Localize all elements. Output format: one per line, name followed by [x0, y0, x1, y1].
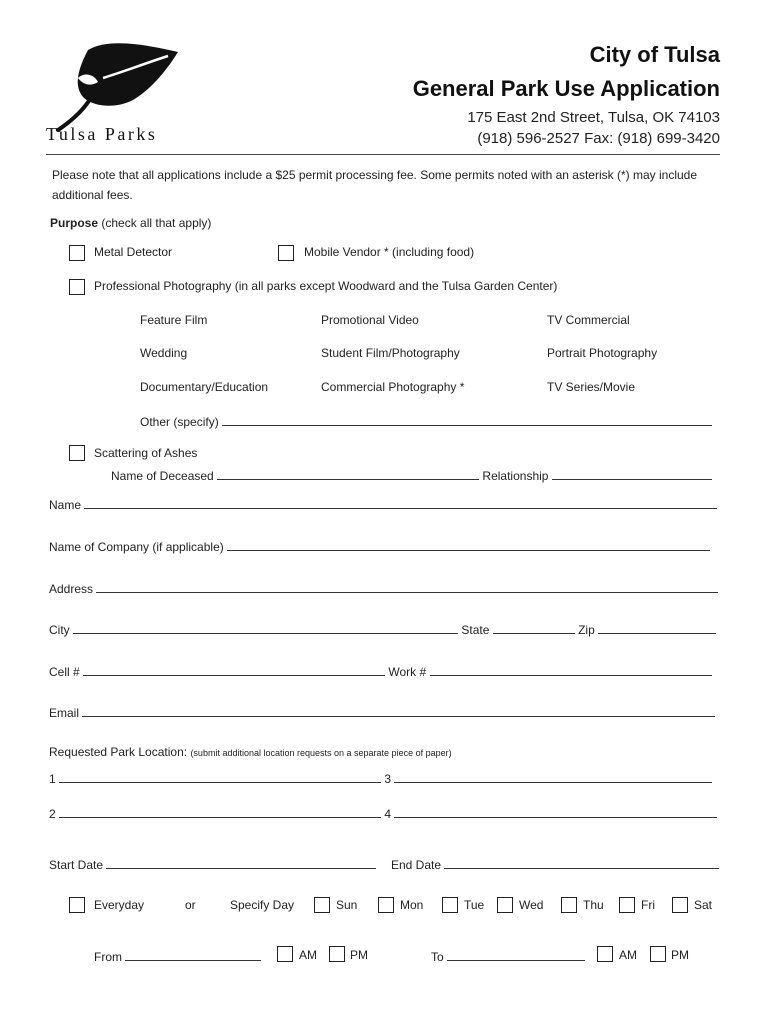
- location-1-field[interactable]: [59, 770, 381, 783]
- thu-checkbox[interactable]: [561, 897, 577, 913]
- other-specify-label: Other (specify): [140, 415, 219, 429]
- mon-label: Mon: [400, 898, 424, 912]
- city-row: [49, 621, 716, 637]
- to-row: [431, 948, 585, 964]
- end-date-field[interactable]: [444, 856, 719, 869]
- photo-type-commercial: Commercial Photography *: [321, 380, 465, 394]
- email-row: [49, 704, 715, 720]
- cell-label: Cell #: [49, 665, 80, 679]
- start-date-field[interactable]: [106, 856, 376, 869]
- state-label: State: [461, 623, 490, 637]
- location-hint: (submit additional location requests on a separate piece of paper): [190, 748, 452, 758]
- name-field[interactable]: [84, 496, 717, 509]
- end-date-label: End Date: [391, 858, 442, 872]
- photo-type-portrait: Portrait Photography: [547, 346, 658, 360]
- address-field[interactable]: [96, 580, 718, 593]
- cell-field[interactable]: [83, 663, 385, 676]
- photography-checkbox[interactable]: [69, 279, 85, 295]
- deceased-row: [111, 467, 712, 483]
- photo-type-promotional-video: Promotional Video: [321, 313, 419, 327]
- from-label: From: [94, 950, 122, 964]
- city-title: City of Tulsa: [589, 42, 720, 67]
- tue-label: Tue: [464, 898, 485, 912]
- everyday-label: Everyday: [94, 898, 145, 912]
- specify-day-label: Specify Day: [230, 898, 295, 912]
- location-3-field[interactable]: [394, 770, 712, 783]
- metal-detector-label: Metal Detector: [94, 245, 173, 259]
- address-row: [49, 580, 718, 596]
- to-am-checkbox[interactable]: [597, 946, 613, 962]
- sun-label: Sun: [336, 898, 358, 912]
- from-pm-label: PM: [350, 948, 368, 962]
- to-pm-label: PM: [671, 948, 689, 962]
- work-field[interactable]: [430, 663, 712, 676]
- from-am-label: AM: [299, 948, 317, 962]
- location-3-label: 3: [384, 772, 392, 786]
- form-title: General Park Use Application: [412, 76, 720, 101]
- name-row: [49, 496, 717, 512]
- state-field[interactable]: [493, 621, 575, 634]
- location-4-field[interactable]: [394, 805, 717, 818]
- sun-checkbox[interactable]: [314, 897, 330, 913]
- street-address: 175 East 2nd Street, Tulsa, OK 74103: [467, 109, 720, 126]
- location-row-2: [49, 805, 717, 821]
- sat-checkbox[interactable]: [672, 897, 688, 913]
- logo-text: Tulsa Parks: [46, 124, 158, 144]
- to-label: To: [431, 950, 444, 964]
- location-heading: [49, 745, 452, 759]
- photo-type-wedding: Wedding: [140, 346, 188, 360]
- photo-type-student-film: Student Film/Photography: [321, 346, 460, 360]
- everyday-checkbox[interactable]: [69, 897, 85, 913]
- address-label: Address: [49, 582, 94, 596]
- end-date-row: [391, 856, 719, 872]
- mobile-vendor-checkbox[interactable]: [278, 245, 294, 261]
- purpose-hint: (check all that apply): [101, 216, 212, 230]
- from-row: [94, 948, 261, 964]
- other-specify-row: [140, 413, 712, 429]
- location-2-label: 2: [49, 807, 56, 821]
- fee-note: Please note that all applications include a $25 permit processing fee. Some permits noted with an asterisk (*) may include additional fees.: [52, 168, 698, 202]
- to-time-field[interactable]: [447, 948, 585, 961]
- header-divider: [46, 154, 720, 155]
- phone-row: [49, 663, 712, 679]
- photo-type-feature-film: Feature Film: [140, 313, 208, 327]
- name-label: Name: [49, 498, 82, 512]
- fri-checkbox[interactable]: [619, 897, 635, 913]
- photo-type-tv-series: TV Series/Movie: [547, 380, 636, 394]
- city-field[interactable]: [73, 621, 458, 634]
- metal-detector-checkbox[interactable]: [69, 245, 85, 261]
- wed-label: Wed: [519, 898, 544, 912]
- zip-label: Zip: [578, 623, 595, 637]
- from-pm-checkbox[interactable]: [329, 946, 345, 962]
- relationship-label: Relationship: [482, 469, 549, 483]
- start-date-row: [49, 856, 376, 872]
- tue-checkbox[interactable]: [442, 897, 458, 913]
- location-label: Requested Park Location:: [49, 745, 188, 759]
- company-label: Name of Company (if applicable): [49, 540, 224, 554]
- photography-label: Professional Photography (in all parks except Woodward and the Tulsa Garden Center): [94, 279, 558, 293]
- city-label: City: [49, 623, 70, 637]
- company-row: [49, 538, 710, 554]
- mobile-vendor-label: Mobile Vendor * (including food): [304, 245, 475, 259]
- company-field[interactable]: [227, 538, 710, 551]
- phone-fax: (918) 596-2527 Fax: (918) 699-3420: [477, 130, 720, 147]
- photo-type-documentary: Documentary/Education: [140, 380, 269, 394]
- sat-label: Sat: [694, 898, 713, 912]
- location-1-label: 1: [49, 772, 56, 786]
- other-specify-field[interactable]: [222, 413, 712, 426]
- location-4-label: 4: [384, 807, 392, 821]
- location-row-1: [49, 770, 712, 786]
- start-date-label: Start Date: [49, 858, 104, 872]
- fri-label: Fri: [641, 898, 655, 912]
- ashes-checkbox[interactable]: [69, 445, 85, 461]
- location-2-field[interactable]: [59, 805, 381, 818]
- email-label: Email: [49, 706, 80, 720]
- email-field[interactable]: [82, 704, 715, 717]
- zip-field[interactable]: [598, 621, 716, 634]
- mon-checkbox[interactable]: [378, 897, 394, 913]
- deceased-field[interactable]: [217, 467, 479, 480]
- purpose-label: Purpose: [50, 216, 99, 230]
- purpose-heading: [50, 216, 211, 230]
- or-label: or: [185, 898, 196, 912]
- to-am-label: AM: [619, 948, 637, 962]
- relationship-field[interactable]: [552, 467, 712, 480]
- wed-checkbox[interactable]: [497, 897, 513, 913]
- from-am-checkbox[interactable]: [277, 946, 293, 962]
- photo-type-tv-commercial: TV Commercial: [547, 313, 630, 327]
- deceased-label: Name of Deceased: [111, 469, 214, 483]
- from-time-field[interactable]: [125, 948, 261, 961]
- work-label: Work #: [388, 665, 427, 679]
- ashes-label: Scattering of Ashes: [94, 446, 198, 460]
- thu-label: Thu: [583, 898, 604, 912]
- to-pm-checkbox[interactable]: [650, 946, 666, 962]
